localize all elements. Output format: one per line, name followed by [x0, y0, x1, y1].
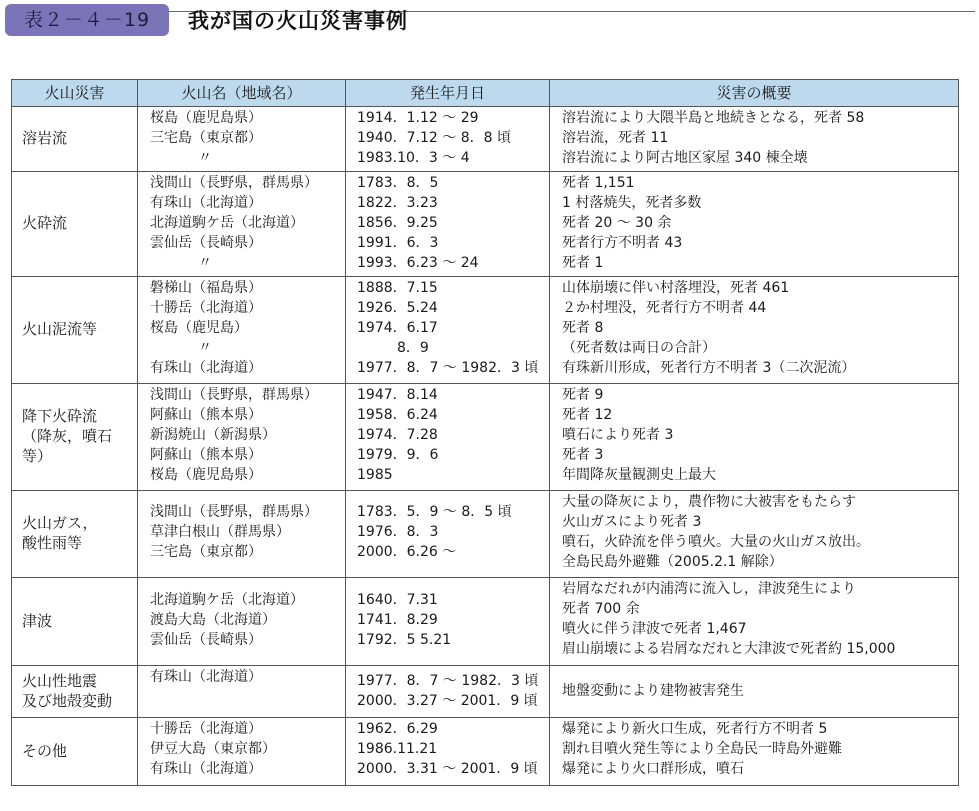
date-text: 1974．6.17: [357, 320, 438, 336]
date-text: 1792．5 5.21: [357, 632, 452, 648]
volcano-name: 有珠山（北海道）: [150, 761, 262, 777]
date-text: 2000．3.27 ～ 2001．9 頃: [357, 692, 538, 709]
date-text: 2000．3.31 ～ 2001．9 頃: [357, 761, 538, 777]
date-text: 1993．6.23 ～ 24: [357, 255, 479, 271]
summary-text: 割れ目噴火発生等により全島民一時島外避難: [562, 741, 842, 757]
volcano-name: 三宅島（東京都）: [150, 544, 262, 560]
date-cell: [346, 277, 550, 384]
volcano-name: 浅間山（長野県，群馬県）: [150, 504, 318, 520]
summary-text: 死者 1: [562, 255, 604, 271]
disaster-type-text: （降灰，噴石: [22, 427, 113, 445]
summary-text: 全島民島外避難（2005.2.1 解除）: [562, 554, 783, 570]
date-text: 1977．8．7 ～ 1982．3 頃: [357, 360, 539, 376]
volcano-name: 十勝岳（北海道）: [150, 300, 262, 316]
summary-text: 噴石，火砕流を伴う噴火。大量の火山ガス放出。: [562, 534, 870, 550]
summary-cell: [550, 107, 959, 172]
date-text: 1783．5．9 ～ 8．5 頃: [357, 504, 512, 520]
column-header-volcano-name: 火山名（地域名）: [138, 80, 346, 107]
volcano-name: 桜島（鹿児島県）: [150, 467, 262, 483]
disaster-type-text: 津波: [22, 611, 53, 630]
column-header-summary: 災害の概要: [550, 80, 959, 107]
date-cell: [346, 384, 550, 491]
ditto-mark: 〃: [198, 255, 212, 271]
summary-text: 死者 9: [562, 387, 604, 403]
summary-cell: [550, 491, 959, 578]
table-row: [12, 172, 959, 277]
volcano-name: 伊豆大島（東京都）: [150, 741, 276, 757]
summary-cell: [550, 718, 959, 786]
date-text: 1926．5.24: [357, 300, 438, 316]
disaster-type-text: 火山泥流等: [22, 320, 98, 338]
volcano-name: 北海道駒ケ岳（北海道）: [150, 215, 304, 231]
summary-text: 岩屑なだれが内浦湾に流入し，津波発生により: [562, 581, 856, 597]
date-text: 1974．7.28: [357, 427, 438, 443]
summary-cell: [550, 277, 959, 384]
date-text: 1986.11.21: [357, 741, 438, 757]
summary-cell: [550, 578, 959, 666]
disaster-type-text: 火砕流: [22, 214, 68, 232]
ditto-mark: 〃: [198, 150, 212, 166]
summary-text: 眉山崩壊による岩屑なだれと大津波で死者約 15,000: [562, 641, 896, 657]
summary-text: 死者 12: [562, 407, 613, 423]
summary-cell: [550, 384, 959, 491]
date-text: 1888．7.15: [357, 280, 438, 296]
summary-cell: [550, 172, 959, 277]
disaster-type-text: 等）: [22, 447, 53, 465]
volcano-name: 桜島（鹿児島）: [150, 320, 248, 336]
disaster-type-text: 降下火砕流: [22, 407, 98, 425]
table-row: [12, 718, 959, 786]
summary-text: 地盤変動により建物被害発生: [562, 682, 744, 699]
disaster-type-text: 及び地殻変動: [22, 691, 113, 710]
date-text: 1856．9.25: [357, 215, 438, 231]
date-text: 1985: [357, 467, 393, 483]
date-text: 1977．8．7 ～ 1982．3 頃: [357, 672, 539, 689]
volcano-name: 有珠山（北海道）: [150, 360, 262, 376]
date-text: 1979．9．6: [357, 447, 439, 463]
volcano-cell: [138, 491, 346, 578]
summary-text: 大量の降灰により，農作物に大被害をもたらす: [562, 494, 856, 510]
disaster-type-cell: [12, 172, 138, 277]
date-text: 1976．8．3: [357, 524, 439, 540]
volcano-name: 有珠山（北海道）: [150, 669, 262, 685]
table-row: [12, 666, 959, 718]
summary-text: 死者 3: [562, 447, 604, 463]
date-cell: [346, 107, 550, 172]
volcano-name: 浅間山（長野県，群馬県）: [150, 387, 318, 403]
date-text: 1940．7.12 ～ 8．8 頃: [357, 130, 511, 146]
disaster-type-text: 火山ガス，: [22, 514, 98, 532]
table-row: [12, 384, 959, 491]
date-text: 1783．8．5: [357, 175, 439, 191]
summary-text: 死者 20 ～ 30 余: [562, 215, 672, 231]
table-number-badge: 表２－４－19: [5, 4, 169, 36]
date-cell: [346, 491, 550, 578]
disaster-type-cell: [12, 107, 138, 172]
volcano-cell: [138, 718, 346, 786]
volcano-name: 有珠山（北海道）: [150, 195, 262, 211]
column-header-disaster-type: 火山災害: [12, 80, 138, 107]
disaster-type-cell: [12, 491, 138, 578]
disaster-type-text: 火山性地震: [22, 671, 98, 690]
date-text: 1991．6．3: [357, 235, 439, 251]
date-text: 1958．6.24: [357, 407, 438, 423]
disaster-type-cell: [12, 718, 138, 786]
volcano-name: 阿蘇山（熊本県）: [150, 447, 262, 463]
volcano-name: 磐梯山（福島県）: [150, 280, 262, 296]
disaster-type-cell: [12, 666, 138, 718]
summary-text: 死者行方不明者 43: [562, 235, 683, 251]
summary-cell: [550, 666, 959, 718]
date-text: 1947．8.14: [357, 387, 438, 403]
summary-text: （死者数は両日の合計）: [562, 340, 716, 356]
summary-text: 1 村落焼失，死者多数: [562, 195, 702, 211]
volcano-name: 渡島大島（北海道）: [150, 612, 276, 628]
table-row: [12, 107, 959, 172]
volcano-name: 十勝岳（北海道）: [150, 721, 262, 737]
date-cell: [346, 718, 550, 786]
summary-text: 死者 1,151: [562, 175, 635, 191]
header: [5, 4, 975, 40]
summary-text: 爆発により新火口生成，死者行方不明者 5: [562, 721, 828, 737]
date-text: 1983.10．3 ～ 4: [357, 150, 470, 166]
volcano-cell: [138, 107, 346, 172]
date-text: 2000．6.26 ～: [357, 544, 457, 560]
summary-text: 爆発により火口群形成，噴石: [562, 761, 744, 777]
date-text: 1741．8.29: [357, 612, 438, 628]
summary-text: 溶岩流，死者 11: [562, 130, 669, 146]
volcano-cell: [138, 172, 346, 277]
summary-text: 年間降灰量観測史上最大: [562, 467, 716, 483]
volcano-cell: [138, 384, 346, 491]
summary-text: 溶岩流により阿古地区家屋 340 棟全壊: [562, 150, 808, 166]
table-header-row: [12, 80, 959, 107]
volcanic-disaster-table: [11, 79, 959, 786]
disaster-type-cell: [12, 578, 138, 666]
disaster-type-text: その他: [22, 741, 68, 760]
ditto-mark: 〃: [198, 340, 212, 356]
volcano-cell: [138, 578, 346, 666]
disaster-type-cell: [12, 277, 138, 384]
date-cell: [346, 578, 550, 666]
page-title: 我が国の火山災害事例: [188, 9, 408, 33]
volcano-cell: [138, 666, 346, 718]
summary-text: 死者 8: [562, 320, 604, 336]
date-text: 1822．3.23: [357, 195, 438, 211]
volcano-name: 北海道駒ケ岳（北海道）: [150, 592, 304, 608]
disaster-type-cell: [12, 384, 138, 491]
volcano-name: 新潟焼山（新潟県）: [150, 427, 276, 443]
disaster-type-text: 溶岩流: [22, 129, 68, 147]
volcano-name: 雲仙岳（長崎県）: [150, 235, 262, 251]
date-cell: [346, 172, 550, 277]
volcano-name: 草津白根山（群馬県）: [150, 524, 290, 540]
summary-text: 溶岩流により大隈半島と地続きとなる，死者 58: [562, 110, 865, 126]
volcano-name: 桜島（鹿児島県）: [150, 110, 262, 126]
column-header-date: 発生年月日: [346, 80, 550, 107]
volcano-name: 三宅島（東京都）: [150, 130, 262, 146]
disaster-type-text: 酸性雨等: [22, 534, 83, 552]
summary-text: 噴石により死者 3: [562, 427, 674, 443]
summary-text: 山体崩壊に伴い村落埋没，死者 461: [562, 280, 790, 296]
date-text: 1914．1.12 ～ 29: [357, 110, 479, 126]
summary-text: 死者 700 余: [562, 601, 640, 617]
date-text: 1962．6.29: [357, 721, 438, 737]
volcano-name: 阿蘇山（熊本県）: [150, 407, 262, 423]
volcano-name: 浅間山（長野県，群馬県）: [150, 175, 318, 191]
table-row: [12, 578, 959, 666]
volcano-cell: [138, 277, 346, 384]
summary-text: 火山ガスにより死者 3: [562, 514, 702, 530]
summary-text: ２か村埋没，死者行方不明者 44: [562, 300, 767, 316]
date-text: 8．9: [397, 340, 429, 356]
summary-text: 有珠新川形成，死者行方不明者 3（二次泥流）: [562, 360, 856, 376]
date-text: 1640．7.31: [357, 592, 438, 608]
table-row: [12, 491, 959, 578]
summary-text: 噴火に伴う津波で死者 1,467: [562, 621, 747, 637]
date-cell: [346, 666, 550, 718]
volcano-name: 雲仙岳（長崎県）: [150, 632, 262, 648]
table-row: [12, 277, 959, 384]
